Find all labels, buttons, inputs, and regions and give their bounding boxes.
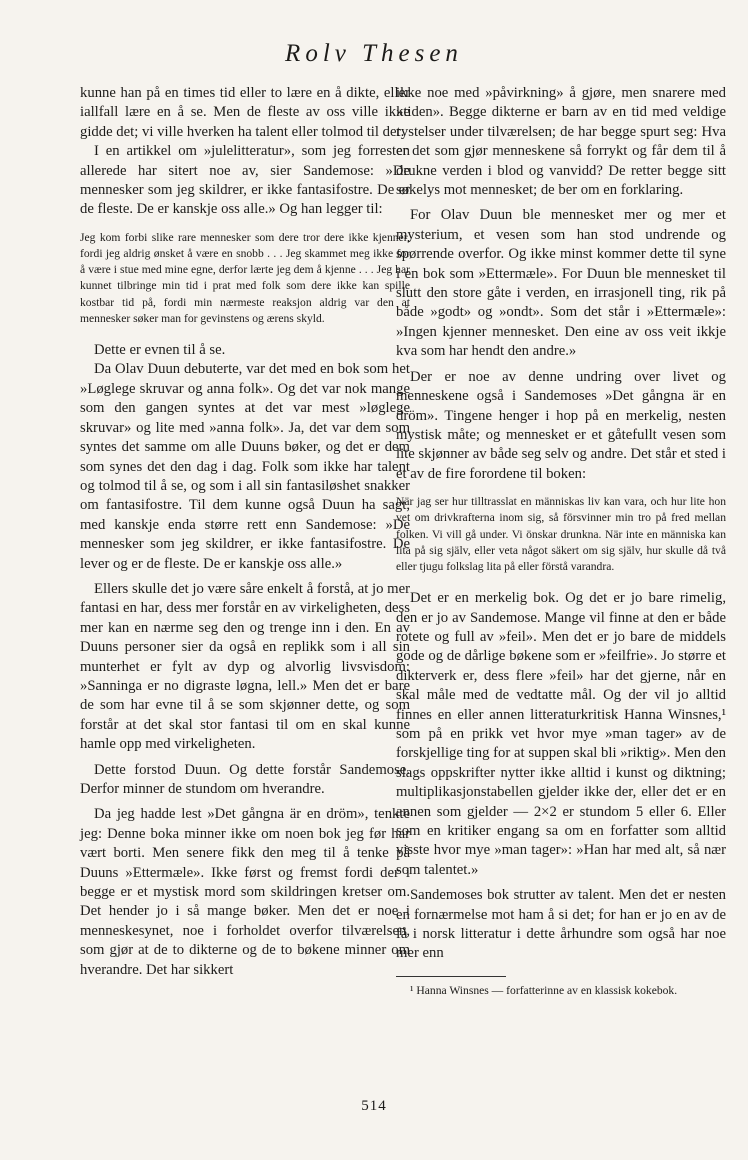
paragraph: Sandemoses bok strutter av talent. Men det er nesten en fornærmelse mot ham å si det; for han er jo en av de få i norsk litteratur i dette århundre som også har noe mer enn <box>396 887 726 962</box>
right-column <box>396 84 726 998</box>
block-quote: När jag ser hur tilltrasslat en människas liv kan vara, och hur lite hon vet om drivkrafterna inom sig, så försvinner min tro på fred mellan folken. Vi vill gå under. Vi önskar drunkna. När inte en människa kan lita på sig själv, eller veta något säkert om sig själv, hur skulle då två eller tjugu folkslag lita på eller förstå varandra. <box>396 495 726 573</box>
paragraph: Da jeg hadde lest »Det gångna är en dröm», tenkte jeg: Denne boka minner ikke om noen bok jeg før har vært borti. Men senere fikk den meg til å tenke på Duuns »Ettermæle». Ikke først og fremst fordi der i begge er et mystisk mord som skildringen kretser om. Det hender jo i så mange bøker. Men det er noe i menneskesynet, noe i forholdet overfor tilværelsen, som gjør at de to dikterne og de to bøkene minner om hverandre. Det har sikkert <box>80 806 410 978</box>
paragraph: I en artikkel om »julelitteratur», som jeg forresten allerede har sitert noe av, sier Sandemose: »De mennesker som jeg skildrer, er ikke fantasifostre. De er de fleste. De er kanskje oss alle.» Og han legger til: <box>80 143 410 218</box>
running-header: Rolv Thesen <box>285 40 463 67</box>
paragraph: Der er noe av denne undring over livet og menneskene også i Sandemoses »Det gångna är en dröm». Tingene henger i hop på en merkelig, nesten mystisk måte; og mennesket er et gåtefullt vesen som lite skjønner av både seg selv og andre. Det står et sted i et av de fire forordene til boken: <box>396 368 726 482</box>
block-quote: Jeg kom forbi slike rare mennesker som dere tror dere ikke kjenner, fordi jeg aldrig ønsket å være en snobb . . . Jeg skammet meg ikke for å være i stue med mine egne, derfor lærte jeg dem å kjenne . . . Jeg har kunnet tilbringe min tid i prat med folk som dere ikke kan spille kostbar tid på, fordi min nærmeste reaksjon aldrig var den at mennesker søker man for gevinstens og ærens skyld. <box>80 230 410 325</box>
paragraph: Ellers skulle det jo være såre enkelt å forstå, at jo mer fantasi en har, dess mer forstår en av virkeligheten, dess mer kan en nærme seg den og trenge inn i den. En av Duuns personer sier da også en replikk som i all sin munterhet er fylt av dyp og alvorlig livsvisdom: »Sanninga er no digraste løgna, lell.» Men det er bare de som har evne til å se som skjønner dette, og som forstår at det skal stor fantasi til om en skal kunne hamle opp med virkeligheten. <box>80 580 410 753</box>
page-number: 514 <box>361 1098 387 1114</box>
footnote: ¹ Hanna Winsnes — forfatterinne av en klassisk kokebok. <box>410 983 678 997</box>
paragraph: Da Olav Duun debuterte, var det med en bok som het »Løglege skruvar og anna folk». Og det var nok mange som den gangen syntes at det var mest »løglege skruvar» og lite med »anna folk». Ja, det var dem som syntes det samme om alle Duuns bøker, og det er dem som synes det den dag i dag. Folk som ikke har talent og tolmod til å se, og som i all sin fantasiløshet snakker om fantasifostre. Til dem kunne også Duun ha sagt, med kanskje enda større rett enn Sandemose: »De mennesker som jeg skildrer, er ikke fantasifostre. De lever og er de fleste. De er kanskje oss alle.» <box>80 361 410 572</box>
left-column <box>80 84 410 980</box>
paragraph: Dette er evnen til å se. <box>94 342 226 359</box>
paragraph: Dette forstod Duun. Og dette forstår Sandemose. Derfor minner de stundom om hverandre. <box>80 761 410 797</box>
paragraph: Det er en merkelig bok. Og det er jo bare rimelig, den er jo av Sandemose. Mange vil finne at den er både rotete og full av »feil». Men det er jo bare de middels gode og de dårlige bøkene som er »feilfrie». Jo større et dikterverk er, dess flere »feil» har det gjerne, når en skal måle med de vedtatte mål. Og der vil jo alltid finnes en eller annen litteraturkritisk Hanna Winsnes,¹ som på en prikk vet hvor mye »man tager» av de forskjellige ting for at suppen skal bli »riktig». Men den slags oppskrifter nytter ikke alltid i kunst og diktning; multiplikasjonstabellen gjelder ikke der, eller det er en annen som gjelder — 2×2 er stundom 5 eller 6. Eller som en kritiker engang sa om en forfatter som alltid visste hvor mye »man tager»: »Han har med alt, så nær som talentet.» <box>396 590 726 878</box>
footnote-rule <box>396 976 506 977</box>
paragraph: ikke noe med »påvirkning» å gjøre, men snarere med »tiden». Begge dikterne er barn av en tid med veldige rystelser under tilværelsen; de har begge spurt seg: Hva er det som gjør menneskene så forrykt og får dem til å drukne verden i blod og vanvidd? De retter begge sitt søkelys mot mennesket; de ber om en forklaring. <box>396 85 726 199</box>
paragraph: For Olav Duun ble mennesket mer og mer et mysterium, et vesen som han stod undrende og spørrende overfor. Og ikke minst kommer dette til syne i en bok som »Ettermæle». For Duun ble mennesket til slutt den store gåte i verden, en irrasjonell ting, rik på både »godt» og »ondt». Som det står i »Ettermæle»: »Ingen kjenner mennesket. Den eine av oss veit ikkje kva som har hendt den andre.» <box>396 207 726 360</box>
paragraph: kunne han på en times tid eller to lære en å dikte, eller iallfall lære en å se. Men de fleste av oss ville ikke gidde det; vi ville hverken ha talent eller tolmod til det. <box>80 85 410 140</box>
